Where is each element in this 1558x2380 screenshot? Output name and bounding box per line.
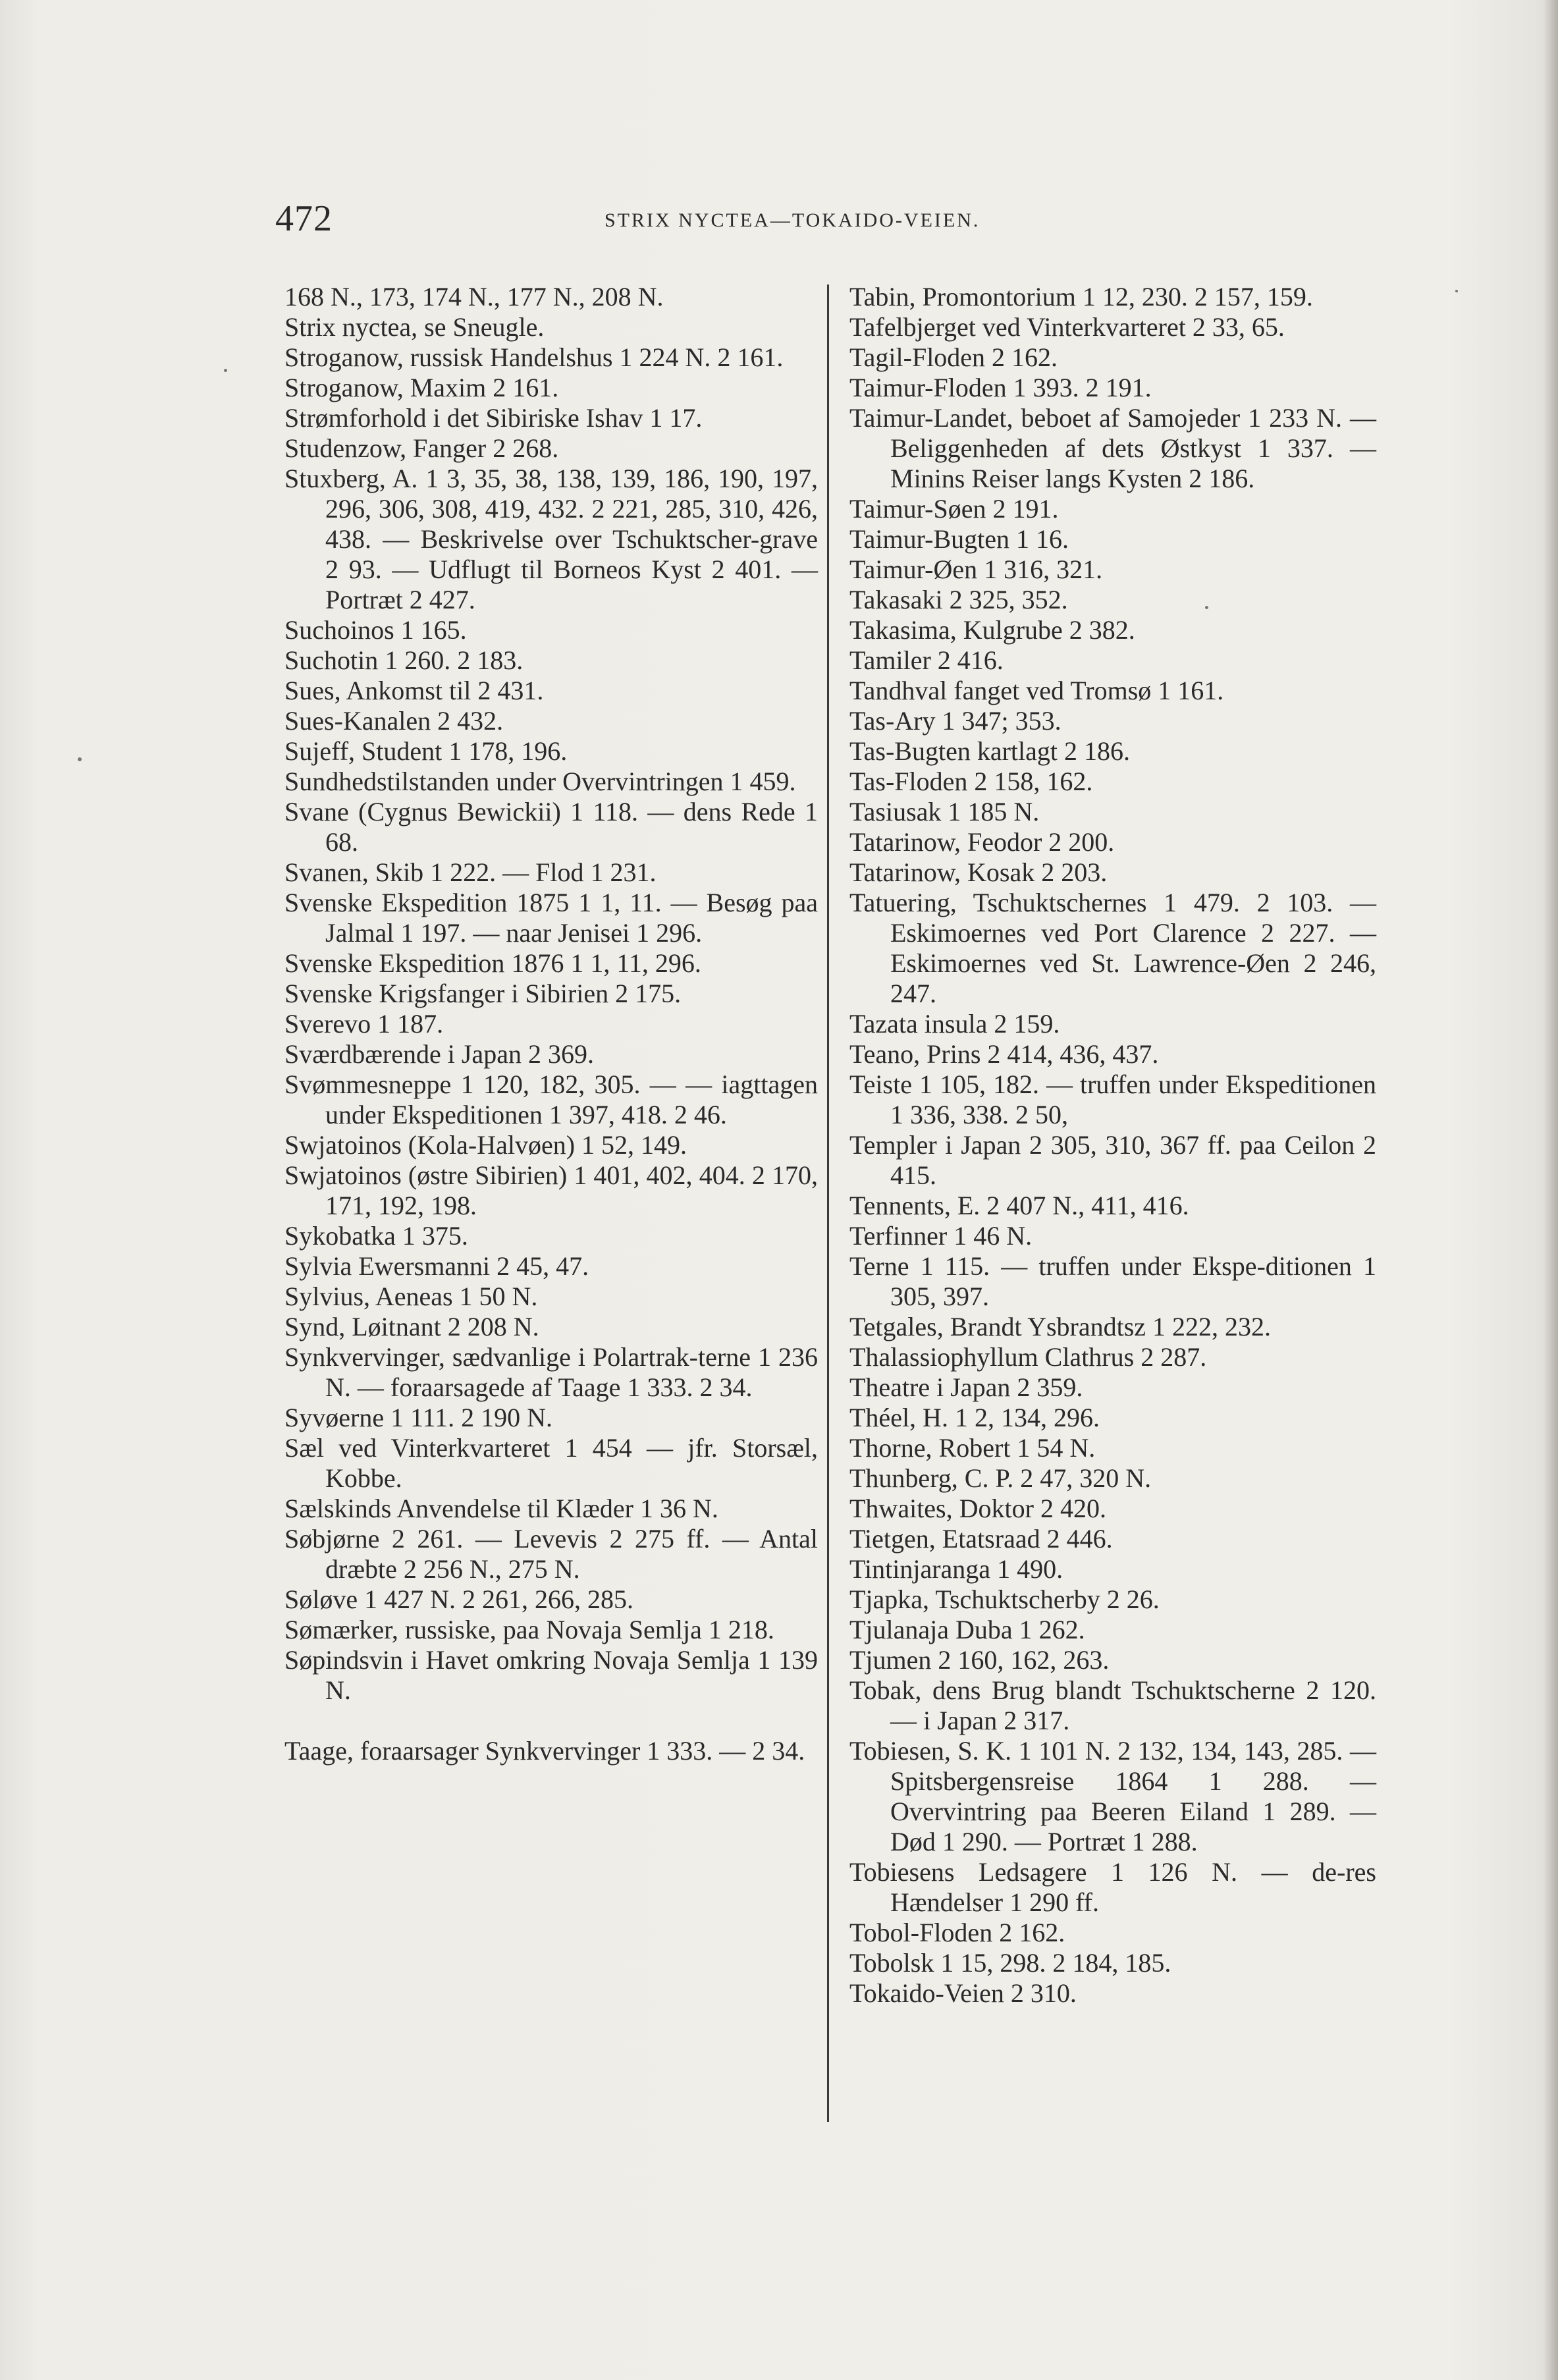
- index-entry: Terfinner 1 46 N.: [849, 1221, 1033, 1251]
- index-entry: Taimur-Floden 1 393. 2 191.: [849, 373, 1152, 402]
- index-entry: Thorne, Robert 1 54 N.: [849, 1433, 1096, 1463]
- index-entry: Sømærker, russiske, paa Novaja Semlja 1 218.: [284, 1615, 774, 1644]
- index-entry: Taimur-Landet, beboet af Samojeder 1 233 N. — Beliggenheden af dets Østkyst 1 337. — Minins Reiser langs Kysten 2 186.: [849, 403, 1376, 493]
- index-entry: Templer i Japan 2 305, 310, 367 ff. paa Ceilon 2 415.: [849, 1130, 1376, 1190]
- index-entry: Sylvia Ewersmanni 2 45, 47.: [284, 1251, 589, 1281]
- index-entry: Tobiesens Ledsagere 1 126 N. — de-res Hændelser 1 290 ff.: [849, 1857, 1376, 1917]
- index-entry: Tatuering, Tschuktschernes 1 479. 2 103. — Eskimoernes ved Port Clarence 2 227. — Eskimoernes ved St. Lawrence-Øen 2 246, 247.: [849, 888, 1376, 1008]
- index-entry: Suchoinos 1 165.: [284, 615, 467, 645]
- index-entry: Tazata insula 2 159.: [849, 1009, 1060, 1039]
- index-entry: Sykobatka 1 375.: [284, 1221, 468, 1251]
- index-entry: Sues-Kanalen 2 432.: [284, 706, 504, 736]
- index-entry: Sverevo 1 187.: [284, 1009, 444, 1039]
- index-entry: Synkvervinger, sædvanlige i Polartrak-terne 1 236 N. — foraarsagede af Taage 1 333. 2 34.: [284, 1342, 818, 1402]
- index-entry: Søbjørne 2 261. — Levevis 2 275 ff. — Antal dræbte 2 256 N., 275 N.: [284, 1524, 818, 1584]
- index-entry: Stroganow, russisk Handelshus 1 224 N. 2 161.: [284, 342, 784, 372]
- index-entry: Takasaki 2 325, 352.: [849, 585, 1068, 614]
- index-entry: Svenske Ekspedition 1876 1 1, 11, 296.: [284, 948, 701, 978]
- index-entry: Tatarinow, Feodor 2 200.: [849, 827, 1115, 857]
- index-entry: Studenzow, Fanger 2 268.: [284, 433, 559, 463]
- index-entry: Theatre i Japan 2 359.: [849, 1372, 1083, 1402]
- index-entry: Tietgen, Etatsraad 2 446.: [849, 1524, 1113, 1554]
- index-entry: Stuxberg, A. 1 3, 35, 38, 138, 139, 186, 190, 197, 296, 306, 308, 419, 432. 2 221, 285, 310, 426, 438. — Beskrivelse over Tschuktscher-grave 2 93. — Udflugt til Borneos Kyst 2 401. — Portræt 2 427.: [284, 464, 818, 614]
- index-entry: Tasiusak 1 185 N.: [849, 797, 1040, 826]
- index-entry: Svanen, Skib 1 222. — Flod 1 231.: [284, 857, 657, 887]
- index-entry: Søpindsvin i Havet omkring Novaja Semlja 1 139 N.: [284, 1645, 818, 1705]
- index-entry: Terne 1 115. — truffen under Ekspe-ditionen 1 305, 397.: [849, 1251, 1376, 1311]
- paper-speck: [1205, 606, 1208, 609]
- index-entry: Tjulanaja Duba 1 262.: [849, 1615, 1085, 1644]
- index-entry: Swjatoinos (østre Sibirien) 1 401, 402, 404. 2 170, 171, 192, 198.: [284, 1160, 818, 1220]
- index-entry: Tobol-Floden 2 162.: [849, 1918, 1065, 1947]
- page-edge-shadow: [1544, 0, 1558, 2380]
- index-entry: Teiste 1 105, 182. — truffen under Ekspeditionen 1 336, 338. 2 50,: [849, 1069, 1376, 1129]
- index-entry: Svenske Ekspedition 1875 1 1, 11. — Besøg paa Jalmal 1 197. — naar Jenisei 1 296.: [284, 888, 818, 948]
- index-entry: Svømmesneppe 1 120, 182, 305. — — iagttagen under Ekspeditionen 1 397, 418. 2 46.: [284, 1069, 818, 1129]
- index-entry: Sujeff, Student 1 178, 196.: [284, 736, 568, 766]
- index-entry: Syvøerne 1 111. 2 190 N.: [284, 1403, 552, 1432]
- column-divider: [827, 284, 829, 2122]
- page-number: 472: [275, 198, 333, 239]
- index-entry: Tjumen 2 160, 162, 263.: [849, 1645, 1110, 1675]
- index-entry: Taimur-Bugten 1 16.: [849, 524, 1069, 554]
- index-entry: Thalassiophyllum Clathrus 2 287.: [849, 1342, 1207, 1372]
- index-entry: Sylvius, Aeneas 1 50 N.: [284, 1282, 538, 1311]
- running-title: STRIX NYCTEA—TOKAIDO-VEIEN.: [604, 209, 980, 231]
- index-entry: Sælskinds Anvendelse til Klæder 1 36 N.: [284, 1494, 718, 1523]
- index-entry: Suchotin 1 260. 2 183.: [284, 645, 524, 675]
- paper-speck: [1455, 290, 1458, 292]
- index-entry: Taage, foraarsager Synkvervinger 1 333. — 2 34.: [284, 1736, 805, 1766]
- index-entry: Tennents, E. 2 407 N., 411, 416.: [849, 1191, 1189, 1220]
- index-entry: Thunberg, C. P. 2 47, 320 N.: [849, 1463, 1152, 1493]
- index-entry: Svenske Krigsfanger i Sibirien 2 175.: [284, 979, 682, 1008]
- index-entry: Sundhedstilstanden under Overvintringen 1 459.: [284, 767, 796, 796]
- index-entry: Théel, H. 1 2, 134, 296.: [849, 1403, 1100, 1432]
- index-entry: Tobak, dens Brug blandt Tschuktscherne 2 120. — i Japan 2 317.: [849, 1675, 1376, 1735]
- index-entry: Sværdbærende i Japan 2 369.: [284, 1039, 594, 1069]
- index-entry: Takasima, Kulgrube 2 382.: [849, 615, 1135, 645]
- index-entry: Søløve 1 427 N. 2 261, 266, 285.: [284, 1584, 633, 1614]
- index-entry: Tandhval fanget ved Tromsø 1 161.: [849, 676, 1224, 705]
- index-entry: Synd, Løitnant 2 208 N.: [284, 1312, 539, 1341]
- index-entry: Tatarinow, Kosak 2 203.: [849, 857, 1108, 887]
- index-entry: Taimur-Søen 2 191.: [849, 494, 1059, 524]
- index-entry: Tetgales, Brandt Ysbrandtsz 1 222, 232.: [849, 1312, 1272, 1341]
- index-entry: Tobolsk 1 15, 298. 2 184, 185.: [849, 1948, 1171, 1978]
- index-entry: Teano, Prins 2 414, 436, 437.: [849, 1039, 1159, 1069]
- paper-speck: [224, 369, 227, 372]
- index-entry: Tagil-Floden 2 162.: [849, 342, 1058, 372]
- index-entry: Tafelbjerget ved Vinterkvarteret 2 33, 65.: [849, 312, 1285, 342]
- index-entry: Tamiler 2 416.: [849, 645, 1004, 675]
- index-entry: Stroganow, Maxim 2 161.: [284, 373, 559, 402]
- index-entry: Taimur-Øen 1 316, 321.: [849, 554, 1103, 584]
- index-column-right: [849, 282, 1376, 2009]
- index-entry: Thwaites, Doktor 2 420.: [849, 1494, 1106, 1523]
- index-entry: Tjapka, Tschuktscherby 2 26.: [849, 1584, 1160, 1614]
- index-column-left: [284, 282, 818, 1766]
- index-entry: Svane (Cygnus Bewickii) 1 118. — dens Rede 1 68.: [284, 797, 818, 857]
- index-entry: Sues, Ankomst til 2 431.: [284, 676, 544, 705]
- index-entry: Strømforhold i det Sibiriske Ishav 1 17.: [284, 403, 703, 433]
- index-entry: Swjatoinos (Kola-Halvøen) 1 52, 149.: [284, 1130, 687, 1160]
- paper-speck: [78, 757, 82, 761]
- index-entry: Tokaido-Veien 2 310.: [849, 1978, 1077, 2008]
- index-entry: Tabin, Promontorium 1 12, 230. 2 157, 159.: [849, 282, 1313, 311]
- index-entry: Sæl ved Vinterkvarteret 1 454 — jfr. Storsæl, Kobbe.: [284, 1433, 818, 1493]
- index-entry: Tobiesen, S. K. 1 101 N. 2 132, 134, 143, 285. — Spitsbergensreise 1864 1 288. — Overvintring paa Beeren Eiland 1 289. — Død 1 290. — Portræt 1 288.: [849, 1736, 1376, 1856]
- index-entry: Tas-Floden 2 158, 162.: [849, 767, 1093, 796]
- index-entry: Tintinjaranga 1 490.: [849, 1554, 1063, 1584]
- index-entry: Strix nyctea, se Sneugle.: [284, 312, 545, 342]
- index-entry: 168 N., 173, 174 N., 177 N., 208 N.: [284, 282, 664, 311]
- index-entry: Tas-Bugten kartlagt 2 186.: [849, 736, 1130, 766]
- index-entry: Tas-Ary 1 347; 353.: [849, 706, 1061, 736]
